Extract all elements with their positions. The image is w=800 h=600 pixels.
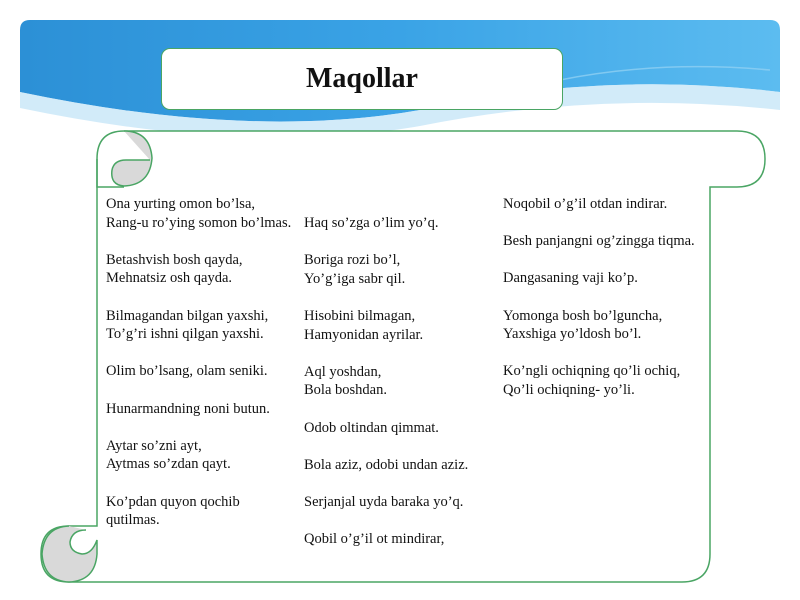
page-title: Maqollar [306,63,418,94]
proverb-item: Ko’ngli ochiqning qo’li ochiq, Qo’li ochiqning- yo’li. [503,363,681,398]
proverbs-column-2 [304,214,494,567]
proverb-item: Haq so’zga o’lim yo’q. [304,215,439,231]
proverbs-column-3 [503,195,703,418]
proverb-item: Olim bo’lsang, olam seniki. [106,363,268,380]
proverb-item: Yomonga bosh bo’lguncha, Yaxshiga yo’ldosh bo’l. [503,307,663,343]
proverb-item: Aql yoshdan, Bola boshdan. [304,363,387,399]
proverbs-column-1 [106,195,294,548]
proverb-item: Qobil o’g’il ot mindirar, [304,531,445,548]
proverb-item: Ona yurting omon bo’lsa, Rang-u ro’ying somon bo’lmas. [106,196,292,231]
proverb-item: Odob oltindan qimmat. [304,419,439,436]
proverb-item: Noqobil o’g’il otdan indirar. [503,196,668,212]
proverb-item: Hunarmandning noni butun. [106,400,270,417]
proverb-item: Bilmagandan bilgan yaxshi, To’g’ri ishni qilgan yaxshi. [106,307,269,343]
title-box [161,48,563,110]
proverb-item: Ko’pdan quyon qochib qutilmas. [106,493,240,529]
proverb-item: Serjanjal uyda baraka yo’q. [304,493,464,510]
proverb-item: Dangasaning vaji ko’p. [503,270,638,287]
proverb-item: Boriga rozi bo’l, Yo’g’iga sabr qil. [304,252,406,287]
proverb-item: Aytar so’zni ayt, Aytmas so’zdan qayt. [106,437,231,473]
proverb-item: Betashvish bosh qayda, Mehnatsiz osh qayda. [106,251,243,287]
proverb-item: Besh panjangni og’zingga tiqma. [503,233,695,250]
proverb-item: Hisobini bilmagan, Hamyonidan ayrilar. [304,307,424,343]
proverb-item: Bola aziz, odobi undan aziz. [304,456,469,473]
